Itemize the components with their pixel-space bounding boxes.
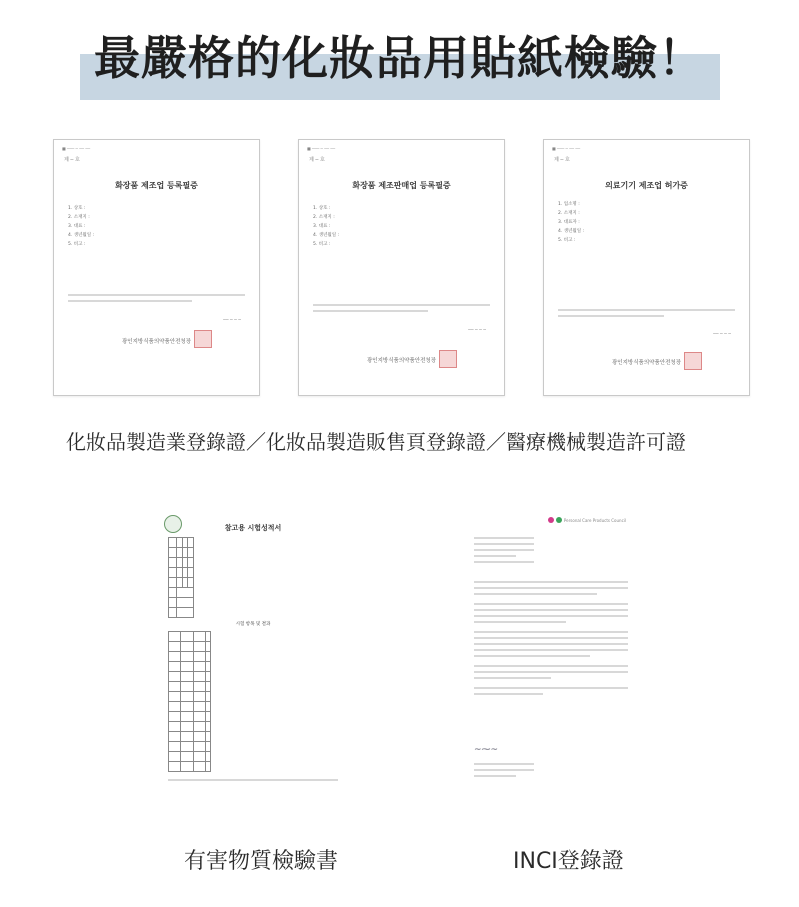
- cert-field: 2. 소재지 :: [313, 215, 335, 220]
- cert-issuer: 광인지방식품의약품안전청장: [121, 339, 192, 345]
- logo-text: Personal Care Products Council: [563, 517, 626, 523]
- cert-field: 1. 상호 :: [68, 206, 86, 211]
- certificate-cosmetic-manufacturing: [53, 139, 260, 396]
- letter-body: [474, 577, 628, 699]
- cert-field: 3. 대표 :: [68, 224, 86, 229]
- certificate-medical-device: [543, 139, 750, 396]
- logo-dot-icon: [548, 517, 554, 523]
- seal-stamp: [684, 352, 702, 370]
- doc-header-note: ■ ─── ─ ── ──: [552, 146, 581, 151]
- letter-address: [474, 533, 534, 567]
- cert-issuer: 광인지방식품의약품안전청장: [366, 358, 437, 364]
- doc-header-note: ■ ─── ─ ── ──: [62, 146, 91, 151]
- cert-fields: [68, 204, 245, 249]
- caption-inci: INCI登錄證: [513, 849, 624, 874]
- cert-note: [68, 290, 245, 306]
- cert-date: ── ─ ─ ─: [713, 332, 731, 337]
- cert-fields: [558, 200, 735, 245]
- doc-number: 제 ─ 호: [309, 157, 325, 163]
- page-title: 最嚴格的化妝品用貼紙檢驗！: [94, 31, 705, 85]
- cert-title: 화장품 제조판매업 등록필증: [352, 181, 451, 190]
- doc-header-note: ■ ─── ─ ── ──: [307, 146, 336, 151]
- cert-field: 5. 비고 :: [558, 238, 576, 243]
- cert-field: 4. 생년월일 :: [68, 233, 95, 238]
- seal-stamp: [439, 350, 457, 368]
- cert-title: 화장품 제조업 등록필증: [115, 181, 198, 190]
- cert-field: 3. 대표자 :: [558, 220, 580, 225]
- report-info-table: [168, 537, 194, 618]
- cert-date: ── ─ ─ ─: [223, 318, 241, 323]
- seal-stamp: [194, 330, 212, 348]
- cert-note: [558, 305, 735, 321]
- cert-field: 1. 상호 :: [313, 206, 331, 211]
- cert-field: 1. 업소명 :: [558, 202, 580, 207]
- cert-title: 의료기기 제조업 허가증: [605, 181, 688, 190]
- doc-number: 제 ─ 호: [554, 157, 570, 163]
- hazardous-substance-report: [158, 513, 348, 803]
- signature: ~⁓~: [474, 745, 499, 755]
- pcpc-logo: [548, 517, 626, 523]
- inci-registration-letter: [468, 513, 638, 793]
- caption-hazardous-report: 有害物質檢驗書: [184, 849, 339, 874]
- doc-number: 제 ─ 호: [64, 157, 80, 163]
- cert-date: ── ─ ─ ─: [468, 328, 486, 333]
- report-title: 참고용 시험성적서: [224, 524, 282, 532]
- cert-field: 3. 대표 :: [313, 224, 331, 229]
- caption-licenses: 化妝品製造業登錄證／化妝品製造販售頁登錄證／醫療機械製造許可證: [66, 430, 686, 454]
- cert-field: 2. 소재지 :: [68, 215, 90, 220]
- cert-field: 5. 비고 :: [68, 242, 86, 247]
- letter-signoff: [474, 759, 534, 781]
- logo-dot-icon: [556, 517, 562, 523]
- cert-field: 4. 생년월일 :: [313, 233, 340, 238]
- cert-field: 4. 생년월일 :: [558, 229, 585, 234]
- cert-fields: [313, 204, 490, 249]
- cert-issuer: 광인지방식품의약품안전청장: [611, 360, 682, 366]
- certificate-cosmetic-sales: [298, 139, 505, 396]
- cert-note: [313, 300, 490, 316]
- report-footer: [168, 775, 338, 785]
- results-header: 시험 항목 및 결과: [235, 622, 271, 627]
- results-table: [168, 631, 211, 772]
- cert-field: 5. 비고 :: [313, 242, 331, 247]
- cert-field: 2. 소재지 :: [558, 211, 580, 216]
